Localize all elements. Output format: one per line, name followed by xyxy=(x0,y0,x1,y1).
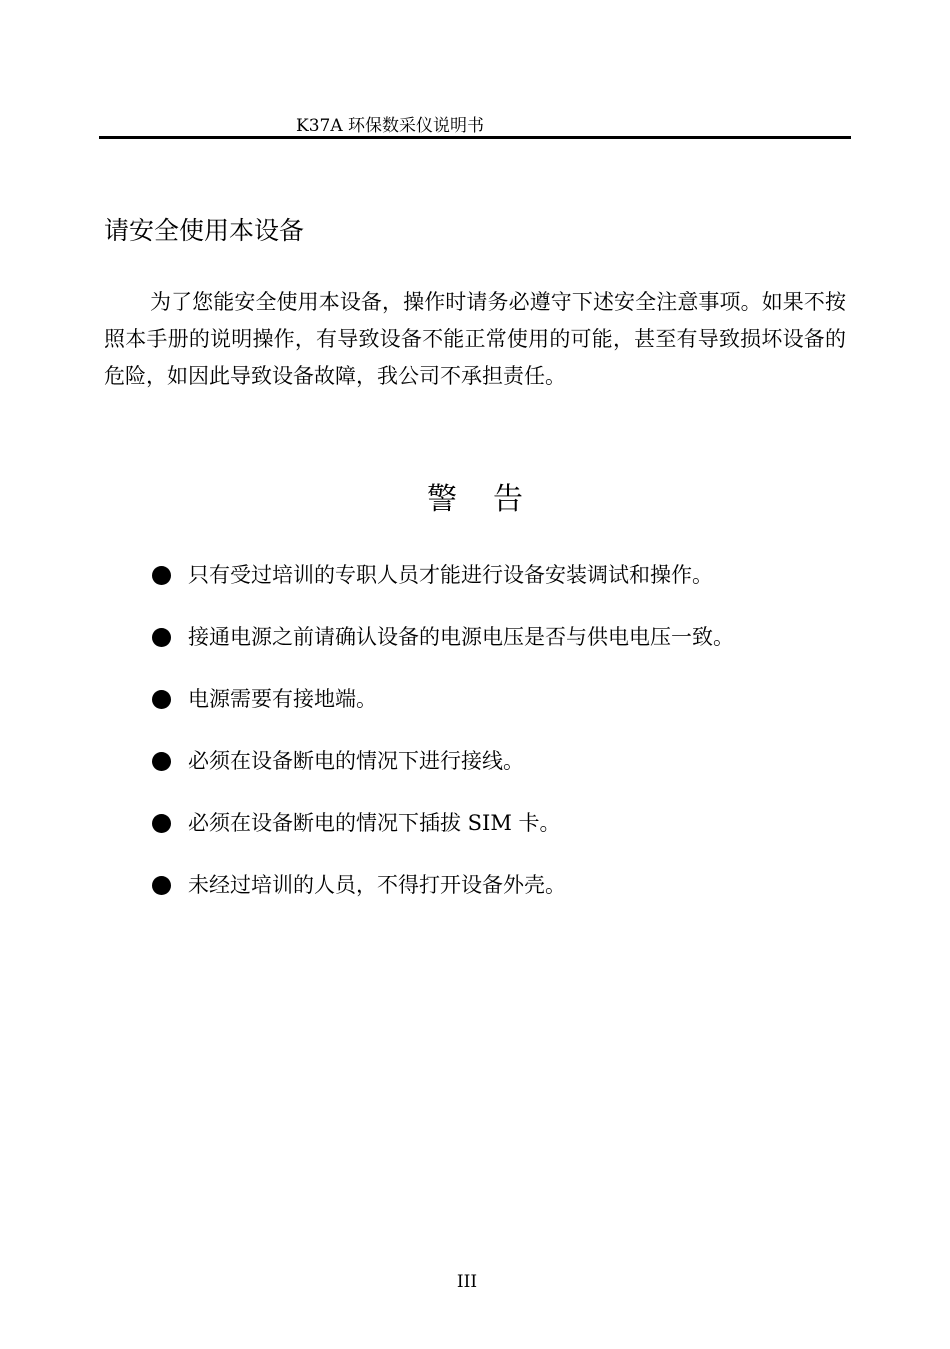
intro-paragraph: 为了您能安全使用本设备，操作时请务必遵守下述安全注意事项。如果不按照本手册的说明操作，有导致设备不能正常使用的可能，甚至有导致损坏设备的危险，如因此导致设备故障，我公司不承担责任。 xyxy=(104,290,846,388)
page-number: III xyxy=(456,1272,478,1292)
warning-item-text: 未经过培训的人员，不得打开设备外壳。 xyxy=(188,873,566,897)
warning-item-text: 接通电源之前请确认设备的电源电压是否与供电电压一致。 xyxy=(188,625,734,649)
bullet-icon xyxy=(152,628,171,647)
warning-item-text: 必须在设备断电的情况下进行接线。 xyxy=(188,749,524,773)
warning-title: 警告 xyxy=(427,482,559,517)
bullet-icon xyxy=(152,814,171,833)
bullet-icon xyxy=(152,690,171,709)
warning-list xyxy=(152,559,734,931)
warning-item-text: 必须在设备断电的情况下插拔 SIM 卡。 xyxy=(188,811,561,835)
list-item xyxy=(152,621,734,683)
list-item xyxy=(152,745,734,807)
document-header-title: K37A 环保数采仪说明书 xyxy=(296,116,485,136)
list-item xyxy=(152,807,734,869)
warning-item-text: 电源需要有接地端。 xyxy=(188,687,377,711)
warning-item-text: 只有受过培训的专职人员才能进行设备安装调试和操作。 xyxy=(188,563,713,587)
section-heading: 请安全使用本设备 xyxy=(104,216,305,245)
list-item xyxy=(152,869,734,931)
header-rule xyxy=(99,136,851,139)
list-item xyxy=(152,559,734,621)
bullet-icon xyxy=(152,566,171,585)
bullet-icon xyxy=(152,752,171,771)
list-item xyxy=(152,683,734,745)
bullet-icon xyxy=(152,876,171,895)
